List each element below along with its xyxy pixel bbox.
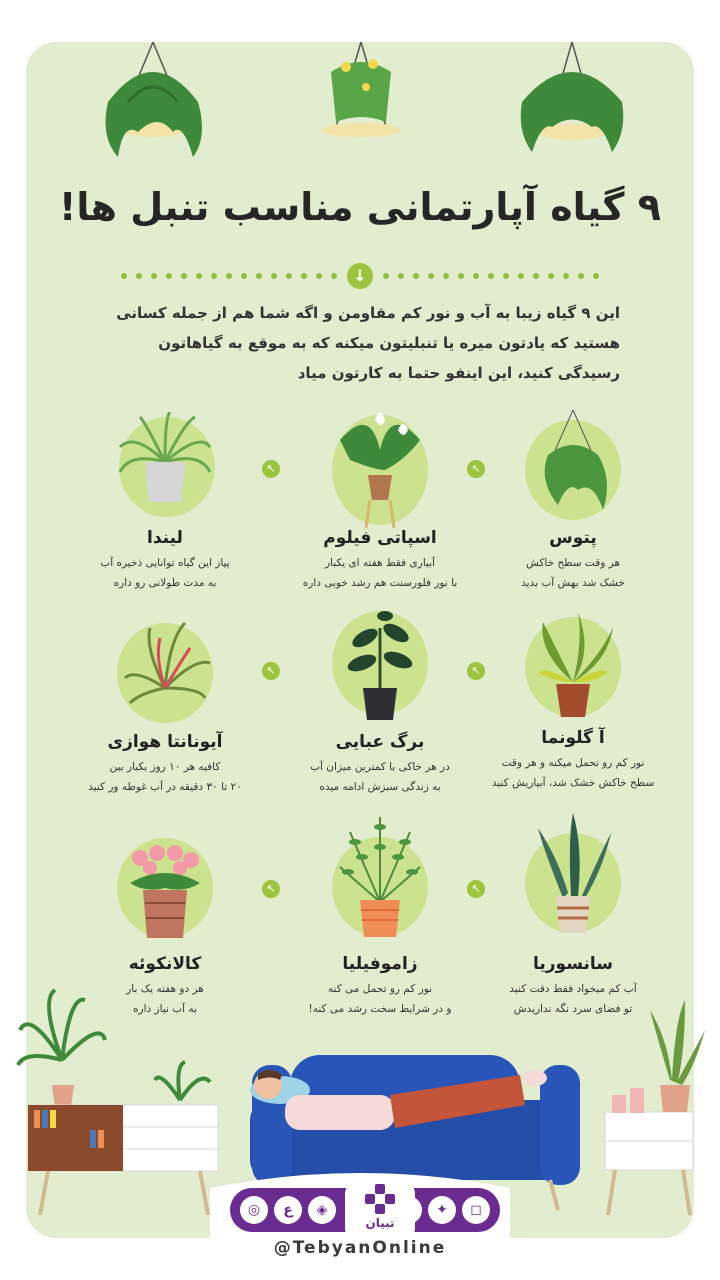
- rubber-plant-icon: [330, 608, 430, 723]
- plant-desc-line1: آب کم میخواد فقط دقت کنید: [509, 983, 637, 995]
- aglaonema-icon: [523, 612, 623, 722]
- palm-plant-icon: [18, 990, 105, 1108]
- plant-desc-line2: تو فضای سرد نگه نداریدش: [513, 1003, 633, 1015]
- rubika-icon[interactable]: ◈: [308, 1196, 336, 1224]
- plant-desc-line1: نور کم رو تحمل میکنه و هر وقت: [501, 757, 645, 769]
- plant-desc-line1: کافیه هر ۱۰ روز یکبار بین: [109, 761, 221, 773]
- plant-desc-line1: آبیاری فقط هفته ای یکبار: [324, 557, 436, 569]
- plant-desc-line1: در هر خاکی با کمترین میزان آب: [310, 761, 450, 773]
- intro-text: این ۹ گیاه زیبا به آب و نور کم مقاومن و اگه شما هم از جمله کسانی هستید که یادتون میره یا تنبلیتون میکنه که به موقع به گیاهاتون رسیدگی کنید، این اینفو حتما به کارتون میاد: [116, 304, 620, 382]
- plant-name: برگ عبایی: [335, 732, 425, 752]
- social-bar: [230, 1188, 500, 1232]
- arrow-icon: ↖: [262, 880, 280, 898]
- zz-plant-icon: [330, 812, 430, 942]
- page-title: ۹ گیاه آپارتمانی مناسب تنبل ها!: [59, 185, 661, 229]
- plant-desc-line2: ۲۰ تا ۳۰ دقیقه در آب غوطه ور کنید: [88, 781, 242, 793]
- plant-desc-line2: با نور فلورسنت هم رشد خوبی داره: [302, 577, 458, 589]
- arrow-icon: ↖: [467, 880, 485, 898]
- plant-desc-line1: هر دو هفته یک بار: [126, 983, 204, 995]
- eitaa-icon[interactable]: ع: [274, 1196, 302, 1224]
- arrow-icon: ↖: [467, 460, 485, 478]
- social-handle[interactable]: @TebyanOnline: [273, 1238, 447, 1258]
- plant-desc-line2: سطح خاکش خشک شد، آبیاریش کنید: [491, 777, 655, 789]
- plant-name: لیندا: [147, 528, 183, 548]
- plant-desc-line1: نور کم رو تحمل می کنه: [327, 983, 433, 995]
- soroush-icon[interactable]: ◎: [240, 1196, 268, 1224]
- plant-name: پتوس: [549, 528, 597, 548]
- plant-desc-line2: به آب نیاز داره: [133, 1003, 197, 1015]
- instagram-icon[interactable]: ◻: [462, 1196, 490, 1224]
- tebyan-logo-icon: [365, 1184, 395, 1214]
- plant-name: آ گلونما: [541, 728, 605, 748]
- down-arrow-icon: ↓: [347, 263, 373, 289]
- plant-name: آیونانتا هوازی: [107, 732, 223, 752]
- plant-desc-line2: به مدت طولانی رو داره: [113, 577, 217, 589]
- plant-name: کالانکوئه: [128, 954, 202, 974]
- footer: [210, 1170, 510, 1280]
- hanging-plant-center-icon: [311, 42, 411, 142]
- arrow-icon: ↖: [262, 662, 280, 680]
- plant-desc-line2: خشک شد بهش آب بدید: [521, 577, 625, 589]
- tebyan-logo[interactable]: [345, 1180, 415, 1242]
- plant-desc-line1: هر وقت سطح خاکش: [525, 557, 620, 569]
- brand-name: تبیان: [365, 1216, 395, 1230]
- snake-plant-icon: [523, 808, 623, 938]
- plant-name: زاموفیلیا: [342, 954, 418, 974]
- hanging-plant-left-icon: [88, 42, 218, 172]
- twitter-icon[interactable]: ✦: [428, 1196, 456, 1224]
- peace-lily-icon: [330, 400, 430, 530]
- plant-desc-line1: پیاز این گیاه توانایی ذخیره آب: [100, 557, 230, 569]
- kalanchoe-icon: [115, 838, 215, 948]
- hanging-plant-right-icon: [512, 42, 632, 162]
- pothos-icon: [523, 410, 623, 520]
- plant-desc-line2: و در شرایط سخت رشد می کنه!: [308, 1003, 452, 1015]
- spider-plant-icon: [115, 412, 215, 522]
- plant-desc-line2: به زندگی سبزش ادامه میده: [319, 781, 441, 793]
- plant-name: اسپاتی فیلوم: [323, 528, 437, 548]
- arrow-icon: ↖: [262, 460, 280, 478]
- arrow-icon: ↖: [467, 662, 485, 680]
- air-plant-icon: [115, 618, 215, 728]
- plant-name: سانسوریا: [533, 954, 613, 974]
